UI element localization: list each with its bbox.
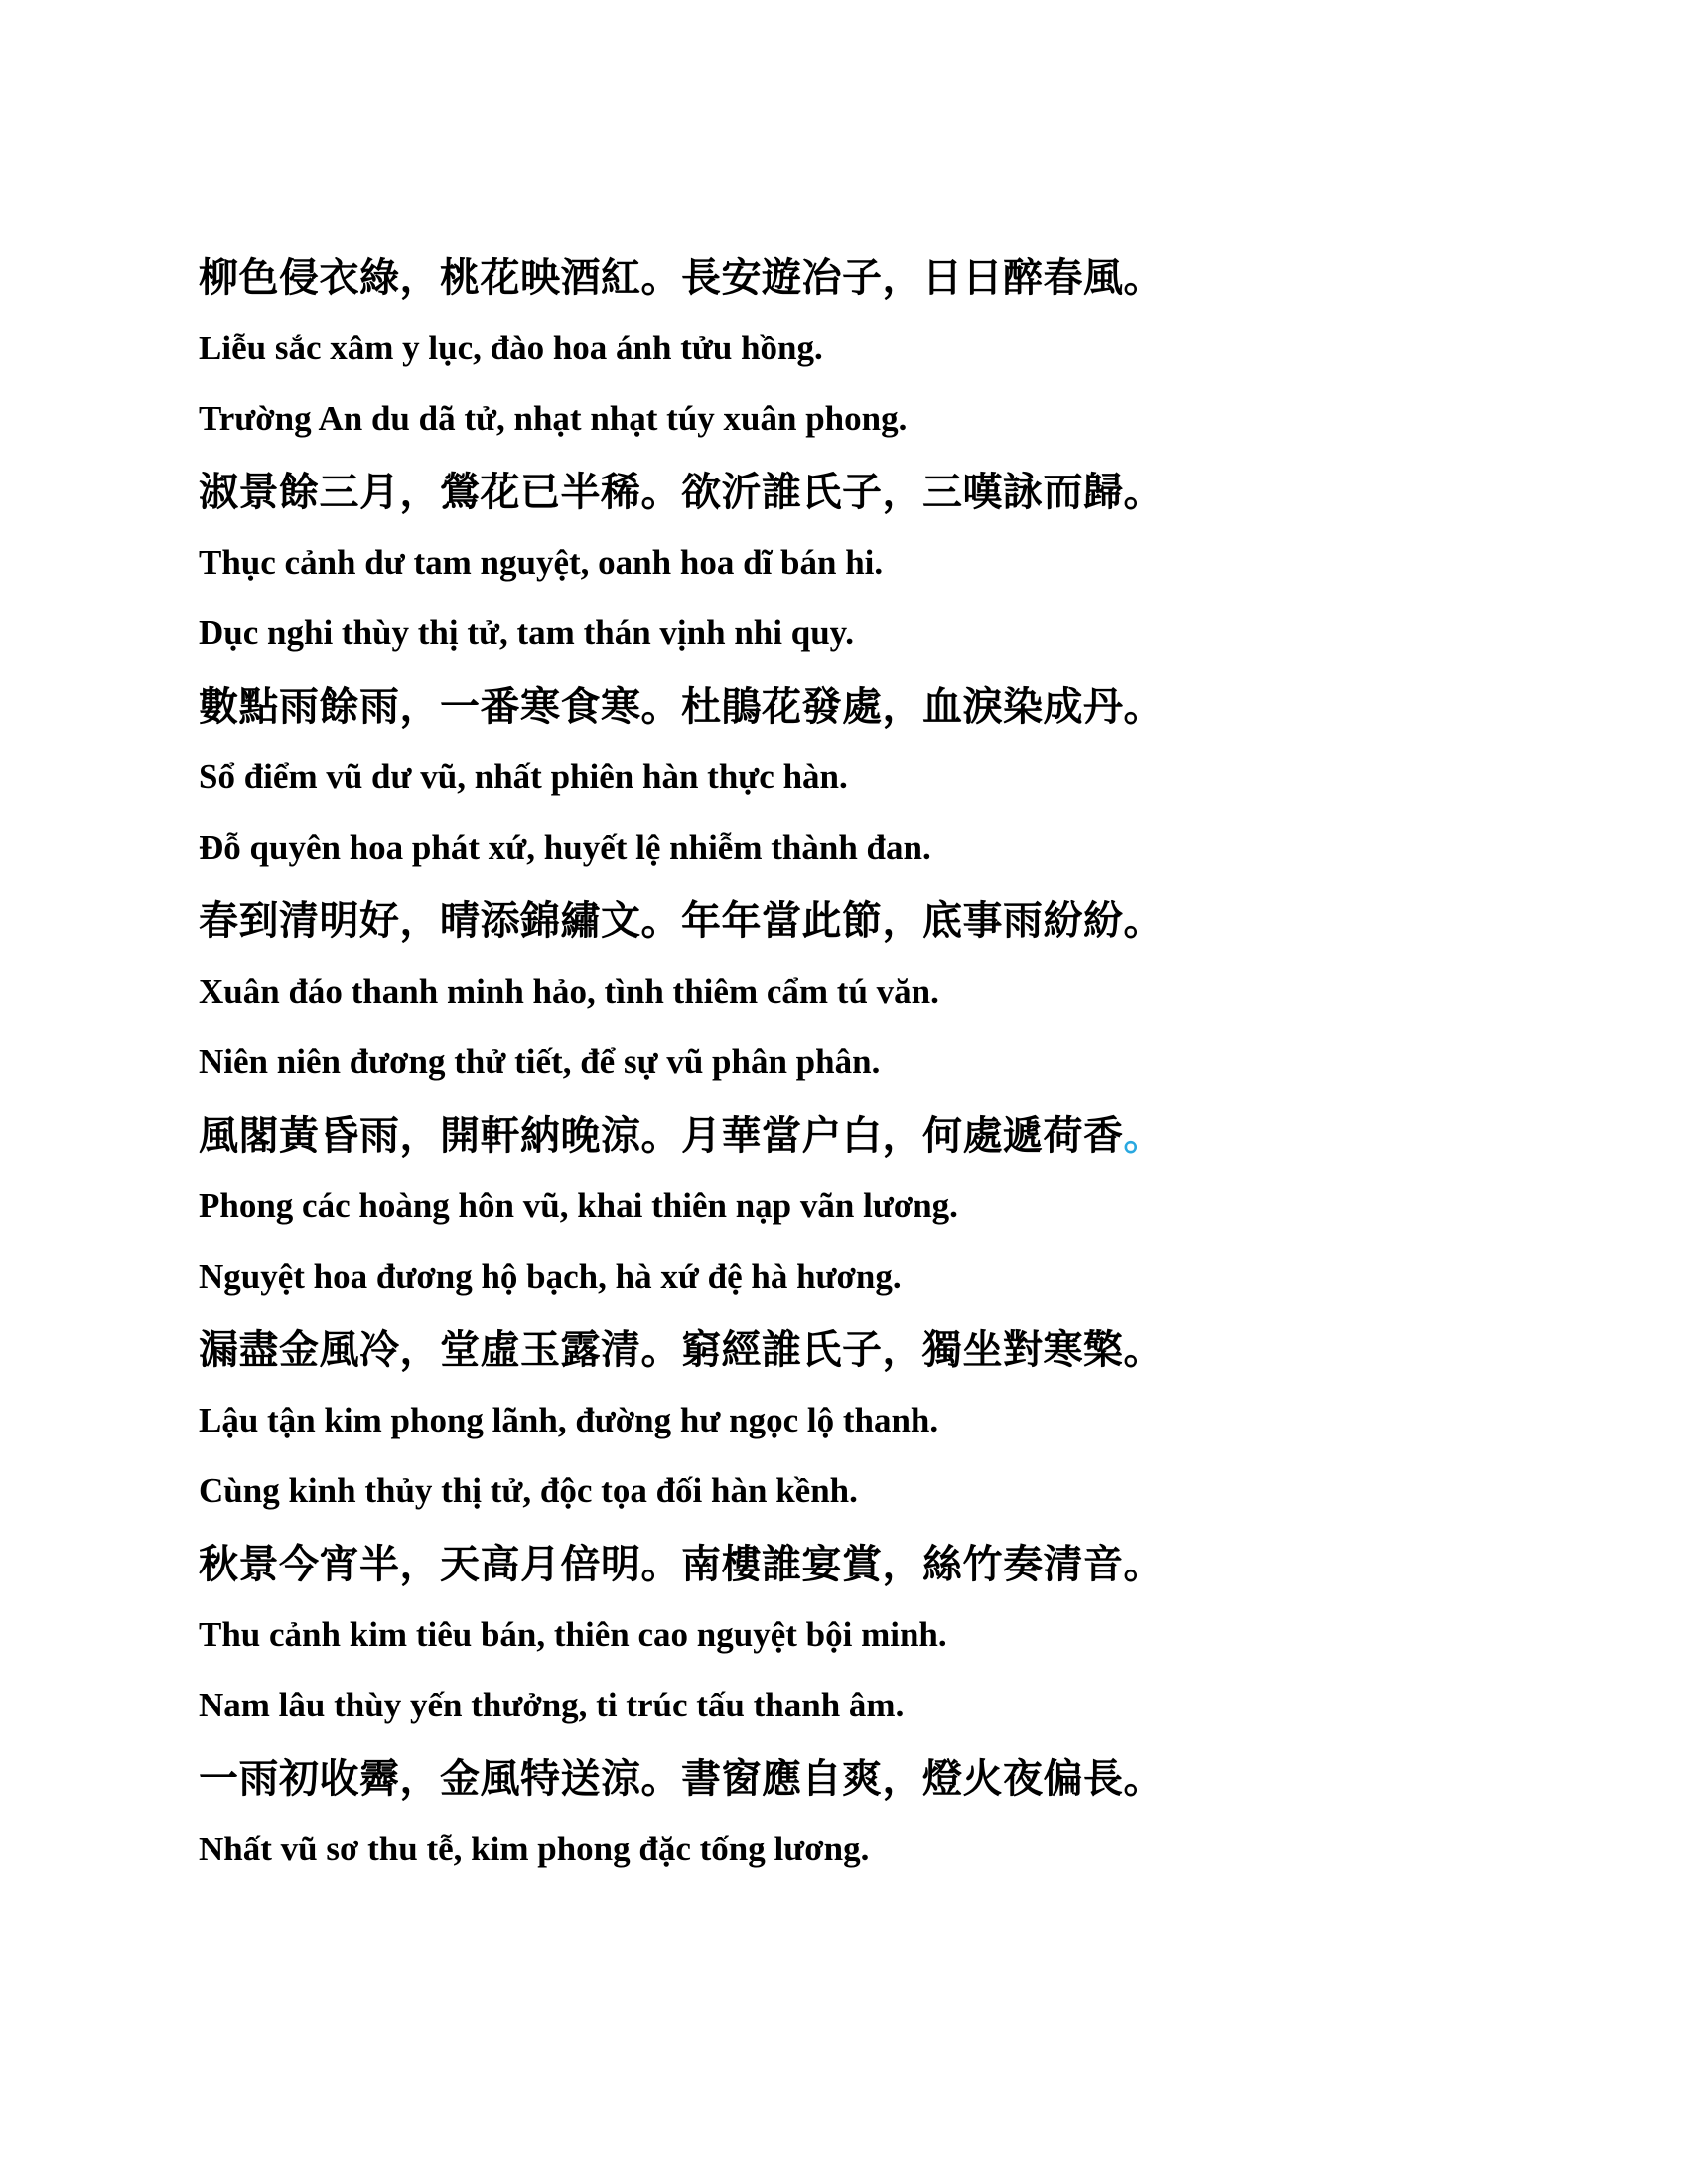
viet-line-6a: Lậu tận kim phong lãnh, đường hư ngọc lộ thanh. — [199, 1401, 939, 1439]
poem-collection — [199, 254, 1489, 1899]
viet-line-1a: Liễu sắc xâm y lục, đào hoa ánh tửu hồng. — [199, 329, 823, 367]
viet-line-7a: Thu cảnh kim tiêu bán, thiên cao nguyệt bội minh. — [199, 1615, 947, 1654]
viet-line-2b: Dục nghi thùy thị tử, tam thán vịnh nhi quy. — [199, 614, 854, 652]
han-verse-7: 秋景今宵半，天高月倍明。南樓誰宴賞，絲竹奏清音。 — [199, 1542, 1164, 1587]
han-verse-5-final-stop: 。 — [1123, 1113, 1164, 1159]
viet-line-7b: Nam lâu thùy yến thưởng, ti trúc tấu thanh âm. — [199, 1686, 905, 1724]
viet-line-8a: Nhất vũ sơ thu tễ, kim phong đặc tống lương. — [199, 1830, 870, 1868]
viet-line-2a: Thục cảnh dư tam nguyệt, oanh hoa dĩ bán hi. — [199, 543, 884, 582]
han-verse-4: 春到清明好，晴添錦繡文。年年當此節，底事雨紛紛。 — [199, 898, 1164, 944]
han-verse-6: 漏盡金風冷，堂虛玉露清。窮經誰氏子，獨坐對寒檠。 — [199, 1327, 1164, 1373]
viet-line-1b: Trường An du dã tử, nhạt nhạt túy xuân phong. — [199, 399, 908, 438]
viet-line-6b: Cùng kinh thủy thị tử, độc tọa đối hàn kềnh. — [199, 1471, 858, 1510]
viet-line-5b: Nguyệt hoa đương hộ bạch, hà xứ đệ hà hương. — [199, 1257, 902, 1296]
han-verse-8: 一雨初收霽，金風特送涼。書窗應自爽，燈火夜偏長。 — [199, 1756, 1164, 1802]
han-verse-5 — [199, 1112, 1489, 1160]
viet-line-3a: Sổ điểm vũ dư vũ, nhất phiên hàn thực hàn. — [199, 757, 848, 796]
viet-line-4b: Niên niên đương thử tiết, để sự vũ phân phân. — [199, 1042, 881, 1081]
viet-line-4a: Xuân đáo thanh minh hảo, tình thiêm cẩm tú văn. — [199, 972, 939, 1011]
han-verse-2: 淑景餘三月，鶯花已半稀。欲沂誰氏子，三嘆詠而歸。 — [199, 470, 1164, 515]
viet-line-3b: Đỗ quyên hoa phát xứ, huyết lệ nhiễm thành đan. — [199, 828, 931, 867]
han-verse-5-text: 風閣黃昏雨，開軒納晚涼。月華當户白，何處遞荷香 — [199, 1113, 1124, 1159]
viet-line-5a: Phong các hoàng hôn vũ, khai thiên nạp vãn lương. — [199, 1186, 958, 1225]
han-verse-1: 柳色侵衣綠，桃花映酒紅。長安遊冶子，日日醉春風。 — [199, 255, 1164, 301]
han-verse-3: 數點雨餘雨，一番寒食寒。杜鵑花發處，血淚染成丹。 — [199, 684, 1164, 730]
